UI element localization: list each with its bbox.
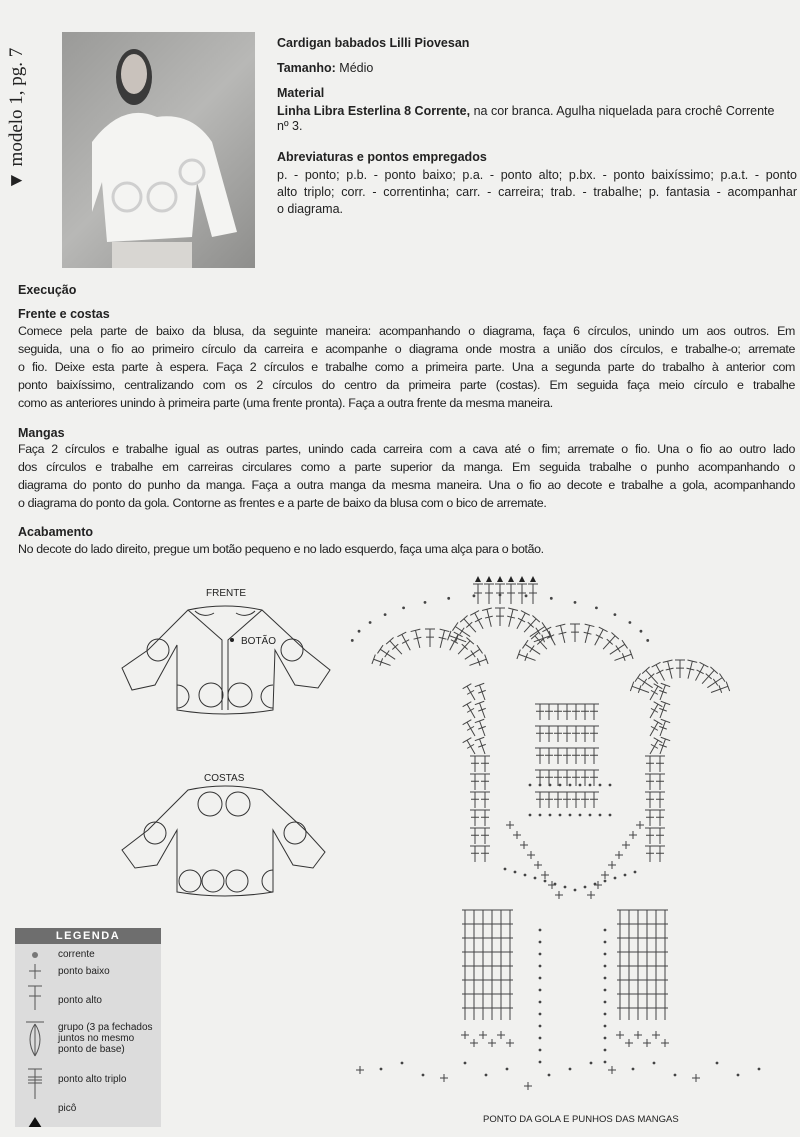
chain-dot [604,1025,607,1028]
crochet-diagram [350,570,800,1115]
chain-dot [758,1068,761,1071]
double-crochet-icon [28,986,42,1010]
stitch-mark [571,770,581,786]
chain-dot [624,874,627,877]
finishing-heading: Acabamento [18,525,94,539]
stitch-mark [707,673,725,687]
stitch-mark [535,792,545,808]
picot-mark [486,576,492,582]
stitch-mark [480,756,490,772]
stitch-mark [655,846,665,862]
stitch-mark [655,828,665,844]
size-line: Tamanho: Médio [277,61,374,75]
stitch-mark [589,704,599,720]
stitch-mark [470,611,483,629]
stitch-mark [645,774,655,790]
material-heading: Material [277,86,325,100]
stitch-mark [580,748,590,764]
stitch-mark [571,792,581,808]
sc-mark [601,871,609,879]
sc-mark [622,841,630,849]
chain-dot [737,1074,740,1077]
chain-dot [539,784,542,787]
stitch-mark [544,748,554,764]
stitch-mark [470,846,480,862]
stitch-mark [377,645,395,659]
stitch-mark [475,683,486,700]
stitch-mark [570,624,580,642]
stitch-mark [425,629,435,647]
stitch-mark [530,622,548,636]
stitch-mark [663,660,674,679]
stitch-mark [507,608,518,627]
legend-title: LEGENDA [15,928,161,944]
stitch-mark [480,828,490,844]
stitch-mark [528,584,538,604]
sc-mark [470,1039,478,1047]
picot-mark [497,576,503,582]
chain-dot [539,1049,542,1052]
chain-dot [604,941,607,944]
chain-dot [653,1062,656,1065]
chain-dot [589,784,592,787]
chain-dot [604,1037,607,1040]
stitch-mark [580,726,590,742]
chain-dot [539,1061,542,1064]
page-reference: ▼ modelo 1, pg. 7 [6,47,27,190]
chain-dot [594,883,597,886]
chain-dot [351,639,354,642]
sc-mark [497,1031,505,1039]
chain-dot [548,1074,551,1077]
sc-mark [692,1074,700,1082]
sc-mark [555,891,563,899]
finishing-text: No decote do lado direito, pregue um botão pequeno e no lado esquerdo, faça uma alça para o botão. [18,542,544,556]
stitch-mark [562,792,572,808]
chain-dot [504,868,507,871]
stitch-mark [506,584,516,604]
stitch-mark [535,748,545,764]
chain-dot [506,1068,509,1071]
stitch-mark [645,792,655,808]
stitch-mark [562,748,572,764]
chain-dot [640,630,643,633]
stitch-mark [473,584,483,604]
chain-dot [609,814,612,817]
stitch-mark [686,660,697,679]
chain-dot [514,871,517,874]
chain-dot [589,814,592,817]
chain-dot [584,886,587,889]
stitch-mark [553,726,563,742]
stitch-mark [614,650,633,661]
chain-dot [609,784,612,787]
chain-dot [604,1049,607,1052]
chain-dot [604,1001,607,1004]
sc-mark [634,1031,642,1039]
treble-crochet-icon [28,1069,42,1099]
chain-dot [614,613,617,616]
sc-mark [625,1039,633,1047]
stitch-mark [495,608,505,626]
stitch-mark [465,645,483,659]
sc-mark [661,1039,669,1047]
stitch-mark [589,770,599,786]
stitch-mark [553,770,563,786]
sc-mark [520,841,528,849]
stitch-mark [469,655,488,666]
stitch-mark [482,608,493,627]
stitch-mark [522,640,540,654]
sc-mark [616,1031,624,1039]
stitch-mark [655,774,665,790]
sc-mark [461,1031,469,1039]
stitch-mark [372,655,391,666]
stitch-mark [452,622,470,636]
chain-dot [539,1037,542,1040]
chain-dot [525,594,528,597]
picot-mark [530,576,536,582]
chain-dot [529,814,532,817]
sc-mark [608,861,616,869]
chain-dot [559,784,562,787]
chain-dot [646,639,649,642]
sc-mark [440,1074,448,1082]
abbr-text: p. - ponto; p.b. - ponto baixo; p.a. - ponto alto; p.bx. - ponto baixíssimo; p.a.t. - ponto alto triplo; corr. - correntinha; carr. - carreira; trab. - trabalhe; p. fantasia - acompanhar o diagrama. [277,168,797,216]
chain-dot [604,1013,607,1016]
sleeves-heading: Mangas [18,426,65,440]
sc-mark [643,1039,651,1047]
chain-dot [604,989,607,992]
stitch-mark [571,748,581,764]
garment-sketches [110,580,340,900]
chain-dot [424,601,427,604]
legend: LEGENDA corrente ponto baixo ponto alto grupo (3 pa fechados juntos no mesmo ponto de base) ponto alto triplo picô [15,928,161,1127]
stitch-mark [562,770,572,786]
chain-dot [544,880,547,883]
chain-dot [524,874,527,877]
stitch-mark [411,629,422,648]
chain-dot [369,621,372,624]
stitch-mark [480,846,490,862]
stitch-mark [580,770,590,786]
stitch-mark [475,737,486,754]
chain-dot [564,886,567,889]
chain-dot [716,1062,719,1065]
picot-mark [508,576,514,582]
triangle-icon [28,1117,42,1127]
stitch-mark [589,792,599,808]
stitch-mark [655,756,665,772]
cross-icon [29,964,41,979]
chain-dot [402,606,405,609]
chain-dot [569,1068,572,1071]
diagram-caption: PONTO DA GOLA E PUNHOS DAS MANGAS [483,1114,679,1125]
front-label: FRENTE [206,588,246,599]
stitch-mark [544,704,554,720]
chain-dot [569,814,572,817]
stitch-mark [470,792,480,808]
chain-dot [604,977,607,980]
chain-dot [464,1062,467,1065]
chain-dot [614,877,617,880]
stitch-mark [475,701,486,718]
chain-dot [539,989,542,992]
sc-mark [608,1066,616,1074]
chain-dot [539,977,542,980]
stitch-mark [517,611,530,629]
stitch-mark [544,770,554,786]
chain-dot [499,594,502,597]
chain-dot [674,1074,677,1077]
stitch-mark [470,828,480,844]
stitch-mark [562,704,572,720]
cluster-icon [26,1022,44,1056]
stitch-mark [470,774,480,790]
stitch-mark [652,662,665,680]
sc-mark [479,1031,487,1039]
stitch-mark [580,704,590,720]
stitch-mark [584,624,595,643]
stitch-mark [544,792,554,808]
chain-dot [574,889,577,892]
stitch-mark [553,748,563,764]
chain-dot [599,814,602,817]
stitch-mark [655,810,665,826]
dot-icon [32,952,38,958]
chain-dot [539,953,542,956]
stitch-mark [535,726,545,742]
stitch-mark [535,704,545,720]
chain-dot [539,1001,542,1004]
stitch-mark [589,748,599,764]
sc-mark [541,871,549,879]
chain-dot [604,965,607,968]
stitch-mark [484,584,494,604]
sc-mark [513,831,521,839]
stitch-mark [659,719,670,736]
sc-mark [506,1039,514,1047]
chain-dot [629,621,632,624]
chain-dot [632,1068,635,1071]
front-back-text: Comece pela parte de baixo da blusa, da seguinte maneira: acompanhando o diagrama, faça 6 círculos, unindo um aos outros. Em seguida, una o fio ao primeiro círculo da carreira e acompanhe o diagrama onde mostra a união dos círculos, e trabalhe-o; arremate o fio. Deixe esta parte à espera. Faça 2 círculos e trabalhe como a primeira parte. Una a segunda parte do trabalho à anterior com ponto baixíssimo, centralizando com os 2 círculos do centro da primeira parte (costas). Em seguida faça meio círculo e trabalhe como as anteriores unindo à primeira parte (uma frente pronta). Faça a outra frente da mesma maneira. [18,324,795,410]
sc-mark [615,851,623,859]
stitch-mark [675,660,685,678]
stitch-mark [463,684,475,700]
stitch-mark [470,810,480,826]
stitch-mark [556,624,567,643]
back-label: COSTAS [204,773,245,784]
stitch-mark [645,846,655,862]
stitch-mark [553,704,563,720]
material-text: Linha Libra Esterlina 8 Corrente, na cor branca. Agulha niquelada para crochê Corrente nº 3. [277,104,775,133]
chain-dot [358,630,361,633]
sc-mark [636,821,644,829]
stitch-mark [635,673,653,687]
chain-dot [604,953,607,956]
stitch-mark [655,792,665,808]
stitch-mark [589,726,599,742]
chain-dot [380,1068,383,1071]
chain-dot [539,1025,542,1028]
sc-mark [524,1082,532,1090]
chain-dot [569,784,572,787]
stitch-mark [580,792,590,808]
stitch-mark [397,632,410,650]
chain-dot [539,929,542,932]
chain-dot [604,929,607,932]
chain-dot [579,814,582,817]
stitch-mark [645,756,655,772]
chain-dot [559,814,562,817]
stitch-mark [659,701,670,718]
chain-dot [595,606,598,609]
chain-dot [549,784,552,787]
stitch-mark [645,828,655,844]
chain-dot [590,1062,593,1065]
stitch-mark [659,683,670,700]
chain-dot [549,814,552,817]
sc-mark [587,891,595,899]
chain-dot [401,1062,404,1065]
chain-dot [539,1013,542,1016]
chain-dot [604,880,607,883]
chain-dot [447,597,450,600]
chain-dot [579,784,582,787]
chain-dot [539,941,542,944]
sc-mark [629,831,637,839]
stitch-mark [463,738,475,754]
chain-dot [422,1074,425,1077]
chain-dot [574,601,577,604]
stitch-mark [535,770,545,786]
stitch-mark [610,640,628,654]
chain-dot [529,784,532,787]
stitch-mark [463,720,475,736]
chain-dot [384,613,387,616]
stitch-mark [571,726,581,742]
legend-symbols [15,944,55,1127]
stitch-mark [695,662,708,680]
chain-dot [599,784,602,787]
sc-mark [488,1039,496,1047]
picot-mark [475,576,481,582]
stitch-mark [595,627,608,645]
abbr-heading: Abreviaturas e pontos empregados [277,150,487,164]
sc-mark [356,1066,364,1074]
chain-dot [634,871,637,874]
sc-mark [506,821,514,829]
pattern-title: Cardigan babados Lilli Piovesan [277,36,470,50]
execution-heading: Execução [18,283,77,297]
chain-dot [554,883,557,886]
sleeves-text: Faça 2 círculos e trabalhe igual as outras partes, unindo cada carreira com a cava até o fim; arremate o fio. Una o fio ao outro lado dos círculos e trabalhe em carreiras circulares como a parte superior da manga. Em seguida trabalhe o punho acompanhando o diagrama do ponto do punho da manga. Faça a outra manga da mesma maneira. Una o fio ao decote e trabalhe a gola, acompanhando o diagrama do ponto da gola. Contorne as frentes e a parte de baixo da blusa com o bico de arremate. [18,442,795,510]
stitch-mark [475,719,486,736]
stitch-mark [645,810,655,826]
stitch-mark [463,702,475,718]
chain-dot [539,814,542,817]
stitch-mark [659,737,670,754]
picot-mark [519,576,525,582]
chain-dot [550,597,553,600]
stitch-mark [544,726,554,742]
stitch-mark [517,584,527,604]
stitch-mark [480,774,490,790]
button-label: BOTÃO [241,636,277,647]
stitch-mark [571,704,581,720]
chain-dot [473,594,476,597]
diagram-stitches [351,576,761,1090]
stitch-mark [470,756,480,772]
stitch-mark [562,726,572,742]
front-back-heading: Frente e costas [18,307,110,321]
stitch-mark [517,650,536,661]
sc-mark [652,1031,660,1039]
stitch-mark [480,792,490,808]
sc-mark [534,861,542,869]
chain-dot [604,1061,607,1064]
chain-dot [534,877,537,880]
sc-mark [527,851,535,859]
chain-dot [539,965,542,968]
stitch-mark [553,792,563,808]
model-photo [62,32,255,268]
chain-dot [485,1074,488,1077]
stitch-mark [480,810,490,826]
